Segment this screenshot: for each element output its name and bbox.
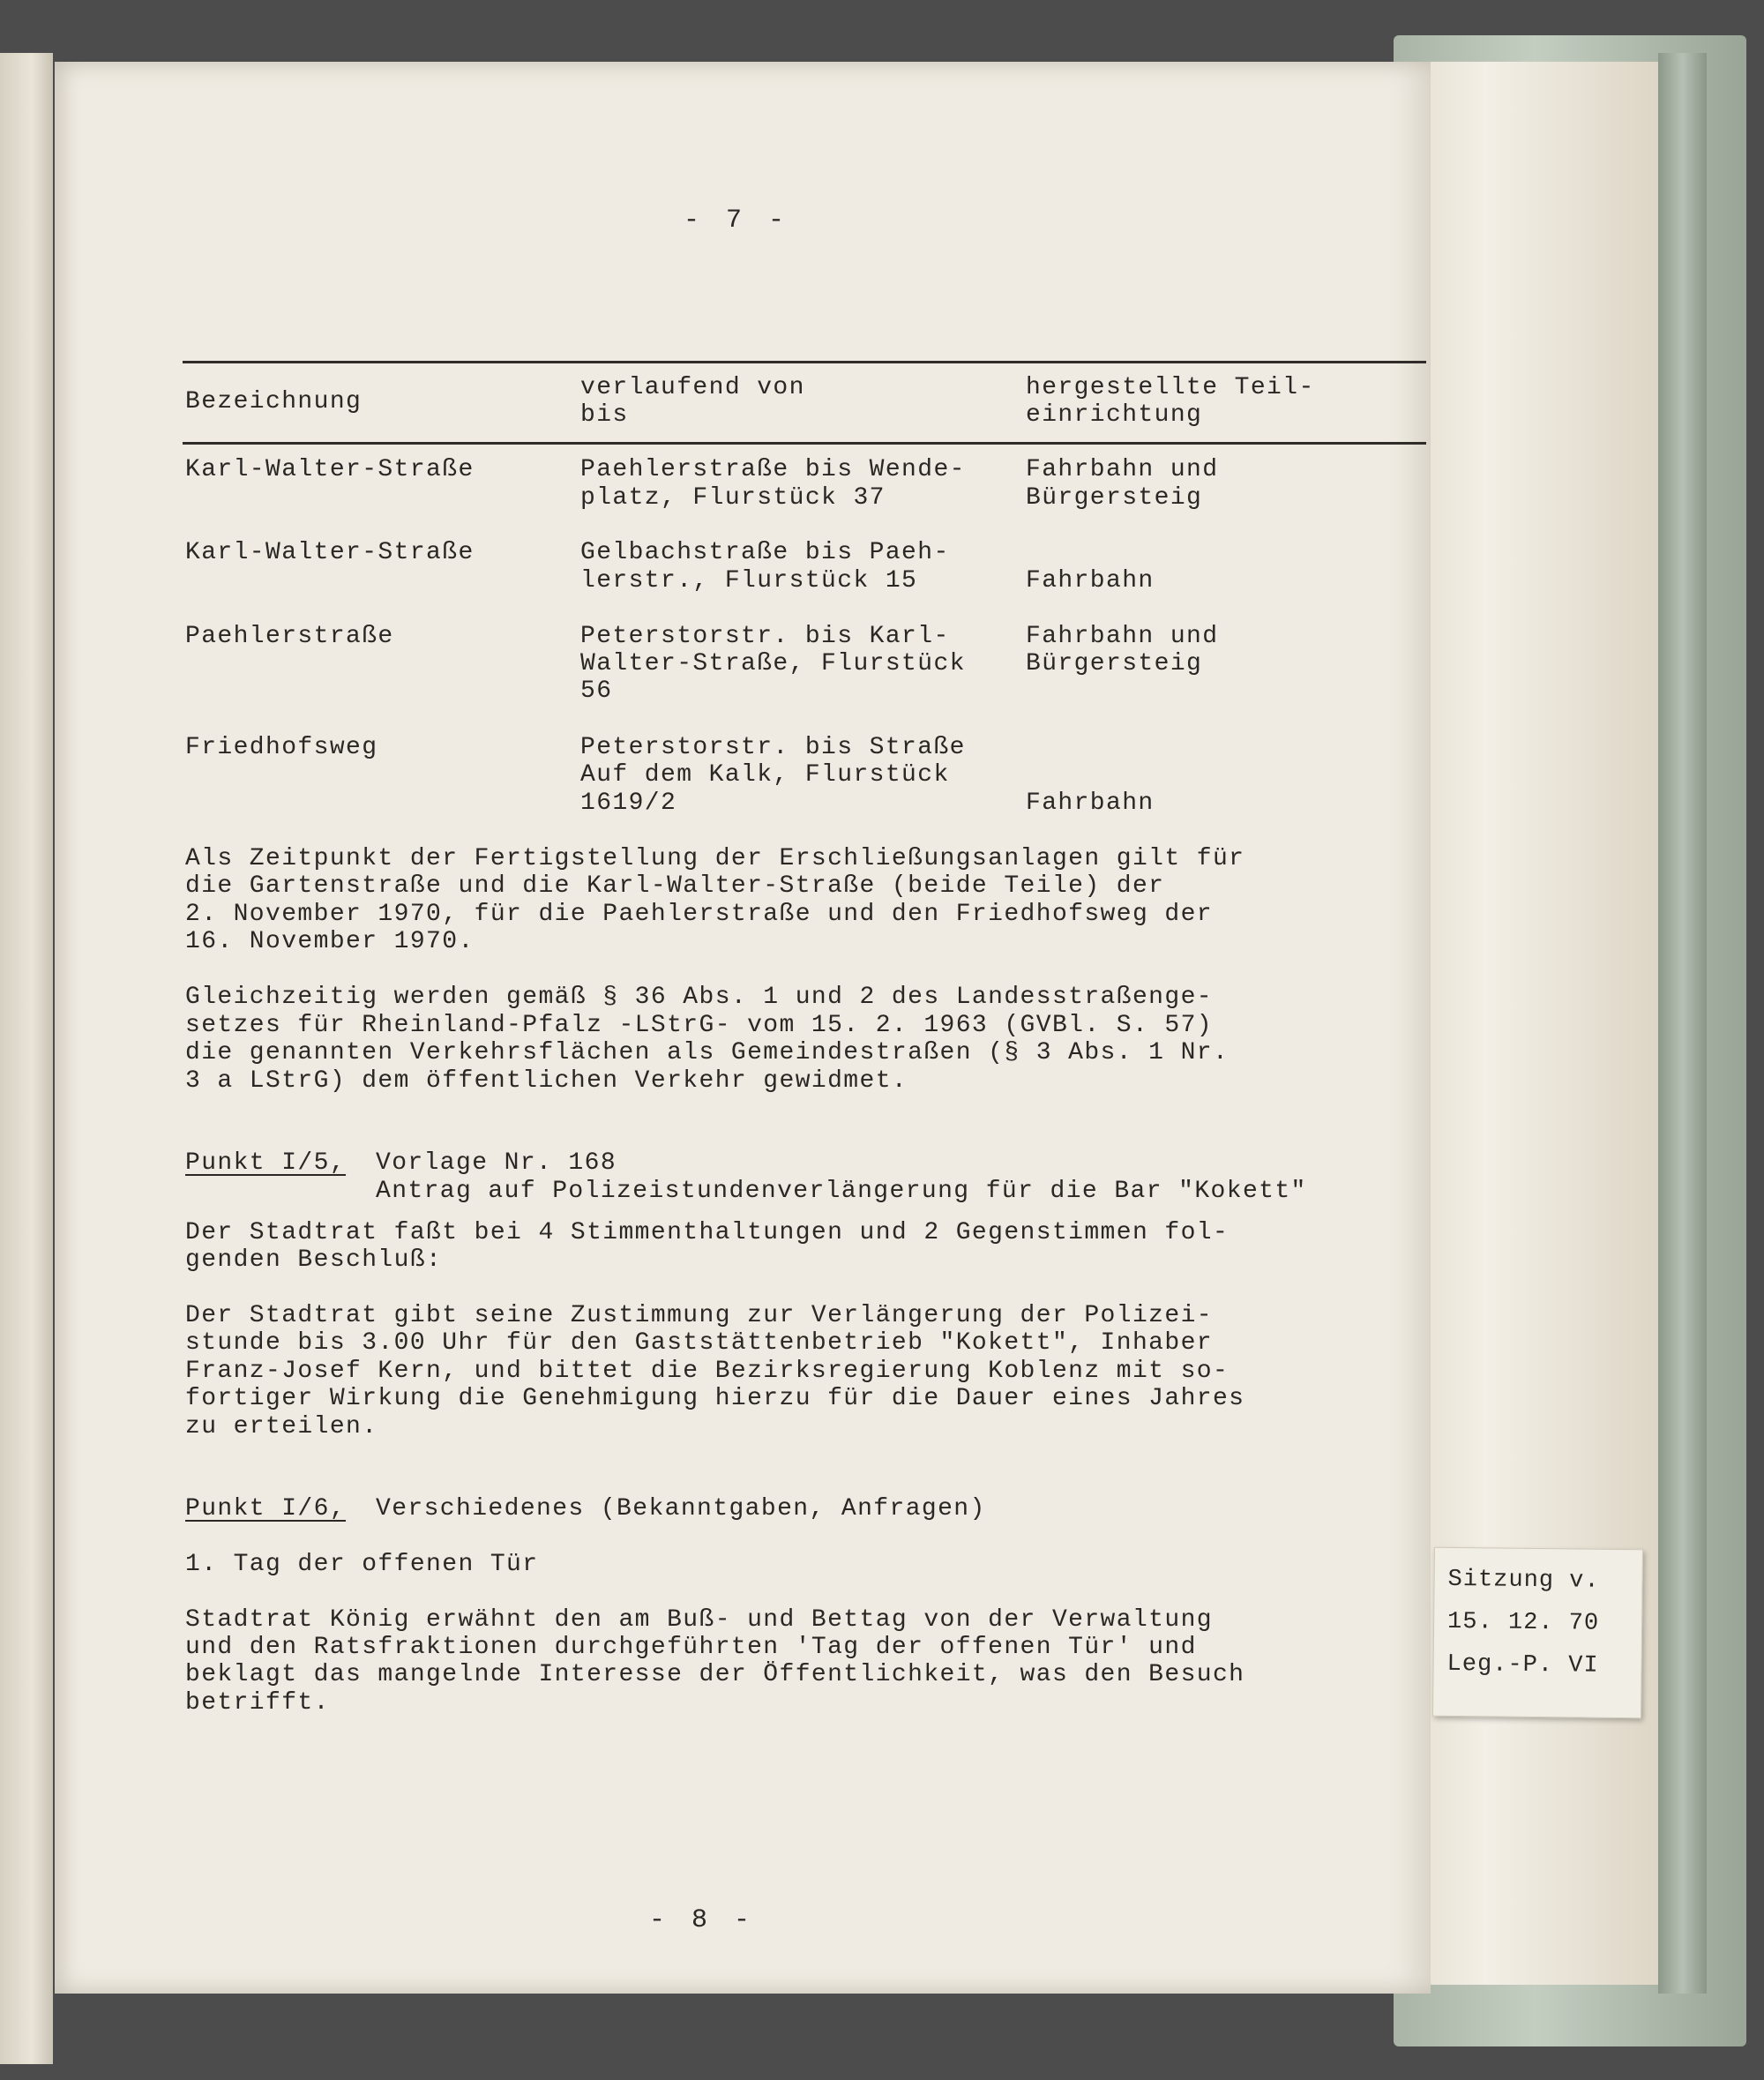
paragraph-line: Franz-Josef Kern, und bittet die Bezirksregierung Koblenz mit so-	[185, 1358, 1230, 1385]
table-cell-route: Auf dem Kalk, Flurstück	[580, 761, 950, 789]
header-verlaufend: verlaufend von	[580, 374, 805, 401]
table-cell-facility: Bürgersteig	[1026, 650, 1203, 677]
binder-spine	[1658, 53, 1707, 1994]
table-cell-route: Walter-Straße, Flurstück	[580, 650, 966, 677]
paragraph-line: 2. November 1970, für die Paehlerstraße und den Friedhofsweg der	[185, 901, 1213, 928]
table-cell-route: Peterstorstr. bis Karl-	[580, 623, 950, 650]
paragraph-line: zu erteilen.	[185, 1413, 378, 1440]
label-line-period: Leg.-P. VI	[1446, 1650, 1599, 1680]
table-cell-route: Gelbachstraße bis Paeh-	[580, 539, 950, 566]
paragraph-line: stunde bis 3.00 Uhr für den Gaststättenbetrieb "Kokett", Inhaber	[185, 1329, 1213, 1357]
paragraph-line: Gleichzeitig werden gemäß § 36 Abs. 1 und 2 des Landesstraßenge-	[185, 984, 1213, 1011]
archive-label	[1432, 1547, 1643, 1718]
table-top-rule	[183, 361, 1426, 363]
table-cell-name: Karl-Walter-Straße	[185, 539, 475, 566]
paragraph-line: die Gartenstraße und die Karl-Walter-Straße (beide Teile) der	[185, 872, 1165, 900]
paragraph-line: Der Stadtrat gibt seine Zustimmung zur Verlängerung der Polizei-	[185, 1302, 1213, 1329]
label-line-session: Sitzung v.	[1447, 1566, 1600, 1595]
paragraph-line: 3 a LStrG) dem öffentlichen Verkehr gewidmet.	[185, 1067, 908, 1095]
punkt-5-subject: Antrag auf Polizeistundenverlängerung für die Bar "Kokett"	[376, 1178, 1307, 1205]
punkt-5-vorlage: Vorlage Nr. 168	[376, 1149, 617, 1177]
table-cell-facility: Fahrbahn und	[1026, 456, 1219, 483]
table-cell-name: Paehlerstraße	[185, 623, 394, 650]
table-cell-name: Karl-Walter-Straße	[185, 456, 475, 483]
table-cell-facility: Fahrbahn	[1026, 567, 1155, 595]
table-cell-name: Friedhofsweg	[185, 734, 378, 761]
table-cell-route: 56	[580, 677, 613, 705]
paragraph-line: Der Stadtrat faßt bei 4 Stimmenthaltungen und 2 Gegenstimmen fol-	[185, 1219, 1230, 1246]
paragraph-line: beklagt das mangelnde Interesse der Öffentlichkeit, was den Besuch	[185, 1661, 1245, 1688]
table-cell-route: Paehlerstraße bis Wende-	[580, 456, 966, 483]
header-bis: bis	[580, 401, 629, 429]
paragraph-line: fortiger Wirkung die Genehmigung hierzu für die Dauer eines Jahres	[185, 1385, 1245, 1412]
paragraph-line: Als Zeitpunkt der Fertigstellung der Erschließungsanlagen gilt für	[185, 845, 1245, 872]
punkt-6-title: Verschiedenes (Bekanntgaben, Anfragen)	[376, 1495, 986, 1523]
table-cell-route: Peterstorstr. bis Straße	[580, 734, 966, 761]
header-bezeichnung: Bezeichnung	[185, 388, 363, 415]
label-line-date: 15. 12. 70	[1446, 1608, 1600, 1637]
header-teileinrichtung-1: hergestellte Teil-	[1026, 374, 1315, 401]
table-cell-facility: Bürgersteig	[1026, 484, 1203, 512]
paragraph-line: die genannten Verkehrsflächen als Gemeindestraßen (§ 3 Abs. 1 Nr.	[185, 1039, 1230, 1066]
table-cell-route: platz, Flurstück 37	[580, 484, 886, 512]
facing-page-edge	[0, 53, 53, 2064]
paragraph-line: 16. November 1970.	[185, 928, 475, 955]
punkt-5-heading: Punkt I/5,	[185, 1149, 347, 1177]
paragraph-line: betrifft.	[185, 1689, 330, 1717]
punkt-6-heading: Punkt I/6,	[185, 1495, 347, 1523]
table-cell-facility: Fahrbahn und	[1026, 623, 1219, 650]
paragraph-line: Stadtrat König erwähnt den am Buß- und Bettag von der Verwaltung	[185, 1606, 1213, 1634]
table-cell-route: lerstr., Flurstück 15	[580, 567, 918, 595]
punkt-6-item: 1. Tag der offenen Tür	[185, 1551, 539, 1578]
table-header-rule	[183, 442, 1426, 445]
page-number-bottom: - 8 -	[649, 1905, 756, 1935]
paragraph-line: und den Ratsfraktionen durchgeführten 'Tag der offenen Tür' und	[185, 1634, 1197, 1661]
document-page	[55, 62, 1431, 1994]
table-cell-route: 1619/2	[580, 789, 677, 817]
table-cell-facility: Fahrbahn	[1026, 789, 1155, 817]
header-teileinrichtung-2: einrichtung	[1026, 401, 1203, 429]
page-number-top: - 7 -	[684, 206, 790, 236]
paragraph-line: setzes für Rheinland-Pfalz -LStrG- vom 15. 2. 1963 (GVBl. S. 57)	[185, 1012, 1213, 1039]
paragraph-line: genden Beschluß:	[185, 1246, 443, 1274]
